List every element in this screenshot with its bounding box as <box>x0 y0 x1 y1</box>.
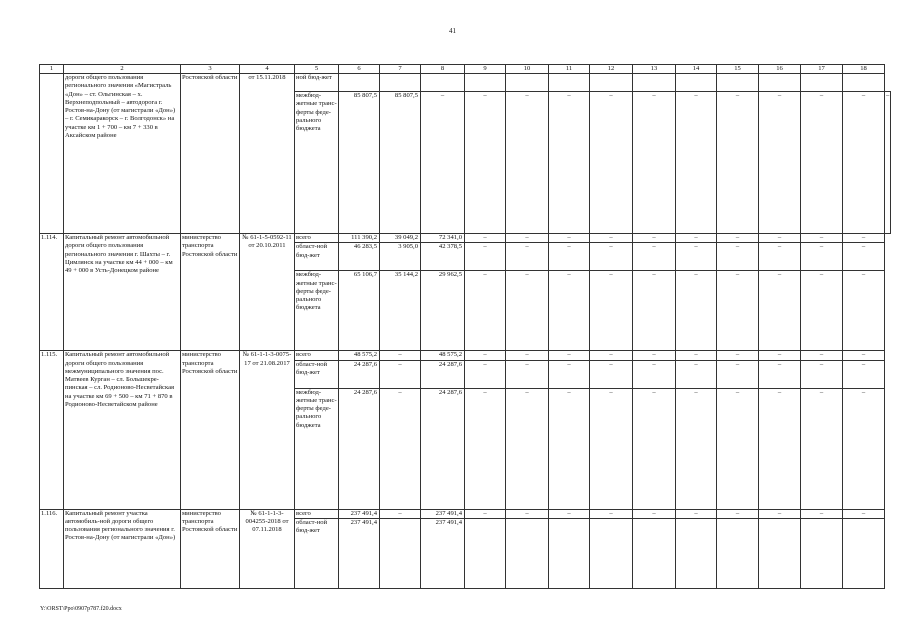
value-cell: – <box>590 271 633 351</box>
value-cell: – <box>801 509 843 518</box>
value-cell: 46 283,5 <box>339 243 380 271</box>
value-cell: – <box>759 351 801 360</box>
value-cell: – <box>421 92 465 234</box>
value-cell: – <box>885 92 891 234</box>
value-cell: 65 106,7 <box>339 271 380 351</box>
organization: Ростовской области <box>181 74 240 234</box>
col-header: 8 <box>421 65 465 74</box>
value-cell <box>380 518 421 588</box>
value-cell: 42 378,5 <box>421 243 465 271</box>
value-cell: – <box>590 360 633 388</box>
value-cell: – <box>801 92 843 234</box>
value-cell: – <box>506 271 549 351</box>
value-cell: – <box>633 351 676 360</box>
value-cell: – <box>633 271 676 351</box>
funding-source: област-ной бюд-жет <box>295 518 339 588</box>
document-ref: № 61-1-1-3-0075-17 от 21.08.2017 <box>240 351 295 509</box>
value-cell: – <box>843 388 885 509</box>
value-cell: – <box>843 234 885 243</box>
value-cell: – <box>590 92 633 234</box>
value-cell: 29 962,5 <box>421 271 465 351</box>
organization: министерство транспорта Ростовской области <box>181 509 240 588</box>
value-cell: – <box>633 509 676 518</box>
page-number: 41 <box>449 27 456 35</box>
value-cell: – <box>843 351 885 360</box>
value-cell: – <box>633 388 676 509</box>
table-row <box>40 234 891 243</box>
object-name: Капитальный ремонт автомобильной дороги общего пользования регионального значения г. Шахты – г. Цимлянск на участке км 44 + 000 – км 49 + 000 в Усть-Донецком районе <box>64 234 181 351</box>
funding-source: межбюд-жетные транс-ферты феде-рального бюджета <box>295 271 339 351</box>
value-cell: – <box>590 351 633 360</box>
col-header: 10 <box>506 65 549 74</box>
value-cell: 39 049,2 <box>380 234 421 243</box>
value-cell: 111 390,2 <box>339 234 380 243</box>
value-cell: – <box>801 351 843 360</box>
funding-source: всего <box>295 234 339 243</box>
table-body <box>40 65 891 589</box>
row-number <box>40 74 64 234</box>
value-cell: – <box>759 360 801 388</box>
value-cell: – <box>590 243 633 271</box>
col-header: 17 <box>801 65 843 74</box>
value-cell: – <box>759 388 801 509</box>
col-header: 11 <box>549 65 590 74</box>
value-cell: – <box>717 388 759 509</box>
value-cell: – <box>506 243 549 271</box>
value-cell: – <box>549 271 590 351</box>
table-row <box>40 351 891 360</box>
value-cell: – <box>801 360 843 388</box>
value-cell: – <box>633 92 676 234</box>
value-cell: – <box>633 243 676 271</box>
value-cell: 24 287,6 <box>421 360 465 388</box>
col-header: 2 <box>64 65 181 74</box>
value-cell: – <box>843 243 885 271</box>
value-cell: – <box>759 243 801 271</box>
value-cell: – <box>801 234 843 243</box>
value-cell: – <box>676 360 717 388</box>
value-cell: 35 144,2 <box>380 271 421 351</box>
value-cell: – <box>676 509 717 518</box>
col-header: 13 <box>633 65 676 74</box>
object-name: Капитальный ремонт автомобильной дороги общего пользования межмуниципального значения пос. Матвеев Курган – сл. Большекре-пинская – сл. Родионово-Несветайская на участке км 69 + 500 – км 71 + 870 в Родионово-Несветайском районе <box>64 351 181 509</box>
value-cell: – <box>801 243 843 271</box>
col-header: 15 <box>717 65 759 74</box>
budget-table <box>39 64 891 589</box>
col-header: 3 <box>181 65 240 74</box>
value-cell: – <box>380 388 421 509</box>
value-cell: – <box>676 92 717 234</box>
value-cell: 237 491,4 <box>339 518 380 588</box>
object-name: дороги общего пользования регионального значения «Магистраль «Дон» – ст. Ольгинская – х. Верхнеподпольный – автодорога г. Ростов-на-Дону (от магистрали «Дон») – г. Семикаракорск – г. Волгодонск» на участке км 1 + 700 – км 7 + 330 в Аксайском районе <box>64 74 181 234</box>
col-header: 16 <box>759 65 801 74</box>
document-ref: от 15.11.2018 <box>240 74 295 234</box>
col-header: 12 <box>590 65 633 74</box>
value-cell: – <box>676 271 717 351</box>
value-cell: 85 807,5 <box>339 92 380 234</box>
value-cell: – <box>465 271 506 351</box>
value-cell: – <box>759 92 801 234</box>
value-cell: 85 807,5 <box>380 92 421 234</box>
value-cell: 237 491,4 <box>339 509 380 518</box>
value-cell: – <box>549 234 590 243</box>
value-cell: – <box>465 360 506 388</box>
value-cell: – <box>590 234 633 243</box>
value-cell: 237 491,4 <box>421 518 465 588</box>
value-cell: – <box>717 351 759 360</box>
value-cell: – <box>801 388 843 509</box>
value-cell: 72 341,0 <box>421 234 465 243</box>
value-cell: – <box>590 388 633 509</box>
value-cell: – <box>506 92 549 234</box>
value-cell: – <box>549 351 590 360</box>
value-cell: – <box>801 271 843 351</box>
value-cell: – <box>717 271 759 351</box>
col-header: 5 <box>295 65 339 74</box>
value-cell: – <box>465 388 506 509</box>
value-cell: – <box>633 234 676 243</box>
value-cell: – <box>759 509 801 518</box>
value-cell: – <box>717 234 759 243</box>
value-cell: – <box>380 509 421 518</box>
value-cell: – <box>676 243 717 271</box>
header-row <box>40 65 891 74</box>
funding-source: всего <box>295 509 339 518</box>
funding-source: ной бюд-жет <box>295 74 339 92</box>
value-cell: – <box>843 271 885 351</box>
value-cell: 24 287,6 <box>421 388 465 509</box>
funding-source: област-ной бюд-жет <box>295 360 339 388</box>
col-header: 1 <box>40 65 64 74</box>
value-cell: – <box>465 509 506 518</box>
col-header: 6 <box>339 65 380 74</box>
organization: министерство транспорта Ростовской области <box>181 351 240 509</box>
value-cell: – <box>843 509 885 518</box>
row-number: 1.116. <box>40 509 64 588</box>
value-cell: – <box>506 234 549 243</box>
value-cell: – <box>549 243 590 271</box>
table-row <box>40 509 891 518</box>
value-cell: – <box>380 351 421 360</box>
document-ref: № 61-1-5-0592-11 от 20.10.2011 <box>240 234 295 351</box>
value-cell: – <box>465 351 506 360</box>
col-header: 7 <box>380 65 421 74</box>
value-cell: – <box>676 234 717 243</box>
value-cell: – <box>506 388 549 509</box>
value-cell: – <box>759 271 801 351</box>
value-cell: – <box>549 92 590 234</box>
value-cell: – <box>633 360 676 388</box>
value-cell: – <box>506 360 549 388</box>
value-cell: – <box>549 509 590 518</box>
value-cell: – <box>717 509 759 518</box>
col-header: 4 <box>240 65 295 74</box>
funding-source: област-ной бюд-жет <box>295 243 339 271</box>
value-cell: – <box>465 92 506 234</box>
value-cell: – <box>590 509 633 518</box>
value-cell: – <box>717 243 759 271</box>
value-cell: 3 905,0 <box>380 243 421 271</box>
funding-source: всего <box>295 351 339 360</box>
value-cell: – <box>759 234 801 243</box>
value-cell: 24 287,6 <box>339 360 380 388</box>
value-cell: – <box>717 92 759 234</box>
col-header: 9 <box>465 65 506 74</box>
value-cell: 48 575,2 <box>421 351 465 360</box>
value-cell: – <box>843 360 885 388</box>
funding-source: межбюд-жетные транс-ферты феде-рального бюджета <box>295 92 339 234</box>
value-cell: – <box>380 360 421 388</box>
value-cell: – <box>549 388 590 509</box>
value-cell: – <box>717 360 759 388</box>
value-cell: – <box>676 388 717 509</box>
value-cell: 237 491,4 <box>421 509 465 518</box>
col-header: 18 <box>843 65 885 74</box>
value-cell: – <box>549 360 590 388</box>
funding-source: межбюд-жетные транс-ферты феде-рального бюджета <box>295 388 339 509</box>
value-cell: – <box>676 351 717 360</box>
document-ref: № 61-1-1-3-004255-2018 от 07.11.2018 <box>240 509 295 588</box>
file-path-footer: Y:\ORST\Ppo\0907p787.f20.docx <box>40 606 122 612</box>
row-number: 1.114. <box>40 234 64 351</box>
value-cell: – <box>506 509 549 518</box>
col-header: 14 <box>676 65 717 74</box>
value-cell: – <box>843 92 885 234</box>
value-cell: – <box>465 243 506 271</box>
value-cell: – <box>465 234 506 243</box>
row-number: 1.115. <box>40 351 64 509</box>
value-cell: 48 575,2 <box>339 351 380 360</box>
table-row <box>40 74 891 92</box>
object-name: Капитальный ремонт участка автомобиль-ной дороги общего пользования регионального значения г. Ростов-на-Дону (от магистрали «Дон») <box>64 509 181 588</box>
organization: министерство транспорта Ростовской области <box>181 234 240 351</box>
value-cell: 24 287,6 <box>339 388 380 509</box>
value-cell: – <box>506 351 549 360</box>
